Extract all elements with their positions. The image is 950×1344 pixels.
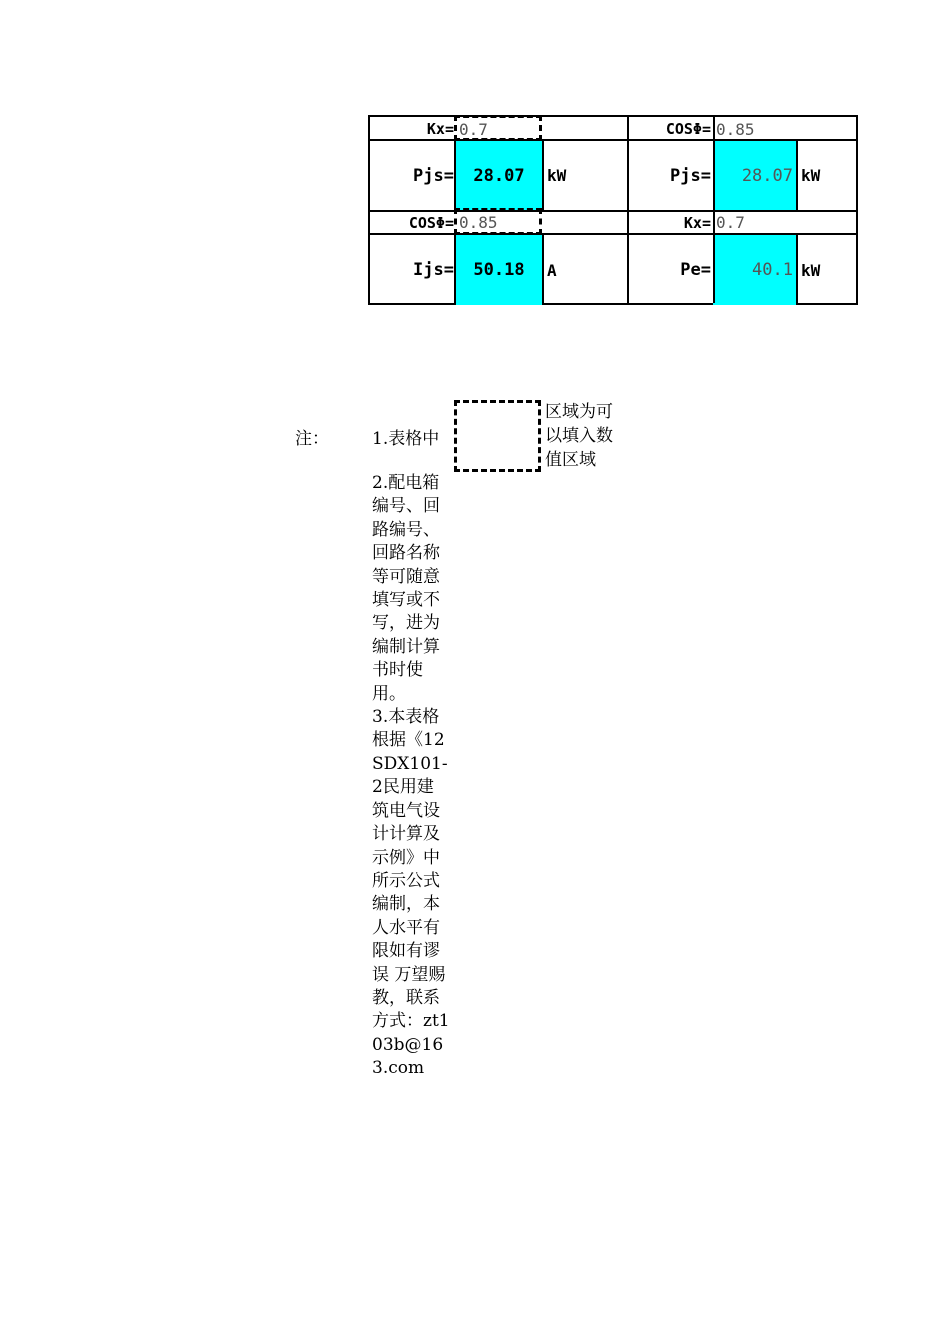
right-pjs-label: Pjs= bbox=[670, 165, 711, 186]
left-pjs-result: 28.07 bbox=[456, 141, 542, 210]
left-kx-input[interactable]: 0.7 bbox=[459, 119, 488, 139]
right-kx-input[interactable]: 0.7 bbox=[716, 213, 745, 232]
right-pjs-unit: kW bbox=[801, 166, 821, 185]
notes-label: 注： bbox=[295, 429, 329, 449]
editable-area-legend-box bbox=[454, 400, 541, 472]
left-ijs-label: Ijs= bbox=[413, 260, 454, 280]
calculation-table bbox=[368, 115, 858, 305]
notes-line1-prefix: 1.表格中 bbox=[372, 429, 440, 449]
left-kx-label: Kx= bbox=[426, 120, 454, 138]
column-divider bbox=[713, 117, 715, 303]
notes-body: 2.配电箱编号、回路编号、回路名称等可随意填写或不写，进为编制计算书时使用。 3.本表格根据《12SDX101-2民用建筑电气设计计算及示例》中所示公式编制，本人水平有限如有谬误 万望赐教，联系方式：zt103b@163.com bbox=[372, 473, 450, 1079]
right-pe-unit: kW bbox=[801, 260, 821, 280]
left-ijs-result: 50.18 bbox=[456, 235, 542, 305]
right-cos-input[interactable]: 0.85 bbox=[716, 119, 755, 139]
right-pe-result: 40.1 bbox=[713, 235, 796, 305]
left-ijs-unit: A bbox=[547, 260, 557, 280]
right-cos-label: COSΦ= bbox=[665, 120, 711, 138]
right-pjs-result: 28.07 bbox=[713, 141, 796, 210]
left-cos-input[interactable]: 0.85 bbox=[459, 213, 498, 232]
left-pjs-label: Pjs= bbox=[413, 165, 454, 186]
left-cos-label: COSΦ= bbox=[408, 213, 454, 232]
notes-line1-suffix: 区域为可以填入数值区域 bbox=[545, 402, 613, 470]
right-pe-label: Pe= bbox=[680, 260, 711, 280]
left-pjs-unit: kW bbox=[547, 166, 567, 185]
right-kx-label: Kx= bbox=[683, 213, 711, 232]
